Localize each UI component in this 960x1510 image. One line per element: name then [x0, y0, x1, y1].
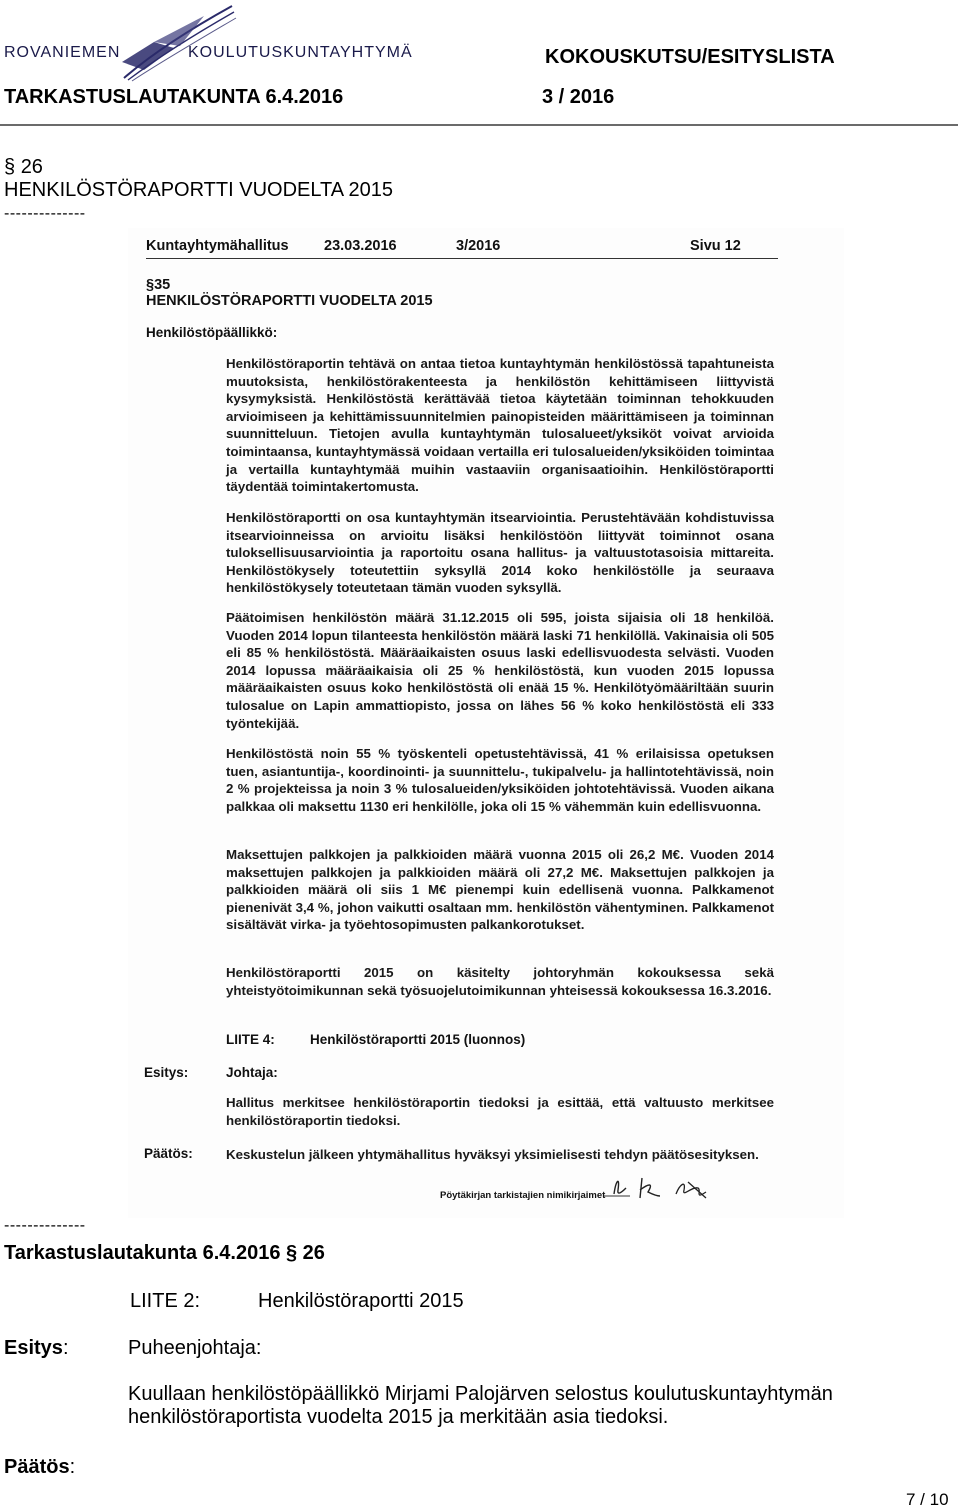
logo-text-right: KOULUTUSKUNTAYHTYMÄ [188, 44, 413, 61]
logo-swoosh-icon [4, 2, 424, 82]
board-reference: Tarkastuslautakunta 6.4.2016 § 26 [4, 1242, 325, 1264]
scan-paragraph: Henkilöstöraportti on osa kuntayhtymän itsearviointia. Perustehtävään kohdistuvissa itsearvioinneissa on arvioitu lisäksi henkilöstöön liittyvät toiminnot osana tuloksellisuusarviointia ja raportoitu osana hallitus- ja valtuustotasoisia mittareita. Henkilöstökysely toteutettiin syksyllä 2014 koko henkilöstölle ja seuraava henkilöstökysely toteutetaan tämän vuoden syksyllä. [226, 510, 774, 596]
scan-section-title: HENKILÖSTÖRAPORTTI VUODELTA 2015 [146, 293, 433, 309]
scan-presenter: Henkilöstöpäällikkö: [146, 325, 278, 340]
attachment-label: LIITE 2: [130, 1290, 201, 1312]
separator-bottom: -------------- [4, 1217, 86, 1234]
scan-header-rule [146, 258, 778, 259]
scan-page: Sivu 12 [690, 238, 741, 254]
scan-number: 3/2016 [456, 238, 501, 254]
decision-label: Päätös: [4, 1456, 76, 1478]
scanned-minutes-page [128, 228, 844, 1218]
scan-body-name: Kuntayhtymähallitus [146, 238, 289, 254]
scan-liite-text: Henkilöstöraportti 2015 (luonnos) [310, 1032, 526, 1047]
board-meeting-heading: TARKASTUSLAUTAKUNTA 6.4.2016 [4, 86, 344, 108]
document-type: KOKOUSKUTSU/ESITYSLISTA [545, 46, 835, 68]
scan-signature-label: Pöytäkirjan tarkistajien nimikirjaimet [440, 1190, 606, 1201]
scan-paragraph: Henkilöstöraportti 2015 on käsitelty johtoryhmän kokouksessa sekä yhteistyötoimikunnan sekä työsuojelutoimikunnan yhteisessä kokouksessa 16.3.2016. [226, 965, 774, 998]
page-number: 7 / 10 [906, 1490, 949, 1509]
signature-initials-icon [602, 1170, 722, 1210]
scan-paragraph: Henkilöstöraportin tehtävä on antaa tietoa kuntayhtymän henkilöstössä tapahtuneista muutoksista, henkilöstörakenteesta ja henkilöstön kehittämiseen liittyvistä kysymyksistä. Henkilöstöstä kerättävää tietoa käytetään toiminnan tehokkuuden arvioimiseen ja kehittämissuunnitelmien painopisteiden määrittämiseen ja toiminnan suunnitteluun. Tietojen avulla kuntayhtymän tulosalueet/yksiköt voivat arvioida toimintaansa, kuntayhtymässä voidaan vertailla eri tulosalueiden/yksiköiden toimintaa ja vertailla kuntayhtymää muihin vastaaviin organisaatioihin. Henkilöstöraportti täydentää toimintakertomusta. [226, 356, 774, 495]
scan-section-number: §35 [146, 277, 171, 293]
scan-date: 23.03.2016 [324, 238, 397, 254]
scan-paragraph: Maksettujen palkkojen ja palkkioiden määrä vuonna 2015 oli 26,2 M€. Vuoden 2014 maksettujen palkkojen ja palkkioiden määrä oli 27,2 M€. Maksettujen palkkojen ja palkkioiden määrä oli siis 1 M€ pienempi kuin edellisenä vuonna. Palkkamenot pienenivät 3,4 %, johon vaikutti osaltaan mm. henkilöstön vähentyminen. Palkkamenot sisältävät virka- ja työehtosopimusten palkankorotukset. [226, 847, 774, 933]
section-title: HENKILÖSTÖRAPORTTI VUODELTA 2015 [4, 179, 394, 201]
separator-top: -------------- [4, 205, 86, 222]
scan-paragraph: Henkilöstöstä noin 55 % työskenteli opetustehtävissä, 41 % erilaisissa opetuksen tuen, asiantuntija-, koordinointi- ja suunnittelu-, tukipalvelu- ja hallintotehtävissä, noin 2 % projekteissa ja noin 3 % tulosalueiden/yksiköiden johtotehtävissä. Vuoden aikana palkkaa oli maksettu 1130 eri henkilölle, joka oli 15 % vähemmän kuin edellisvuonna. [226, 746, 774, 814]
section-number: § 26 [4, 156, 43, 178]
logo-text-left: ROVANIEMEN [4, 44, 121, 61]
meeting-number: 3 / 2016 [542, 86, 615, 108]
scan-esitys-text: Hallitus merkitsee henkilöstöraportin tiedoksi ja esittää, että valtuusto merkitsee henkilöstöraportin tiedoksi. [226, 1095, 774, 1128]
scan-paragraph: Päätoimisen henkilöstön määrä 31.12.2015 oli 595, joista sijaisia oli 18 henkilöä. Vuoden 2014 lopun tilanteesta henkilöstön määrä laski 71 henkilöllä. Vakinaisia oli 505 eli 85 % henkilöstöstä. Määräaikaisten osuus laski edellisvuodesta selvästi. Vuoden 2014 lopussa määräaikaisia oli 25 % henkilöstöstä, kun vuoden 2015 lopussa määräaikaisten osuus koko henkilöstöstä oli enää 15 %. Henkilötyömääriltään suurin tulosalue on Lapin ammattiopisto, jossa on lähes 56 % koko henkilöstöstä eli 333 työntekijää. [226, 610, 774, 731]
scan-esitys-label: Esitys: [144, 1065, 189, 1080]
scan-paatos-label: Päätös: [144, 1146, 193, 1161]
header-rule [0, 124, 958, 126]
decision-text: Kuullaan henkilöstöpäällikkö Mirjami Palojärven selostus koulutuskuntayhtymän henkilöstöraportista vuodelta 2015 ja merkitään asia tiedoksi. [128, 1383, 833, 1428]
section-sign-icon: § [4, 156, 16, 178]
scan-esitys-presenter: Johtaja: [226, 1065, 278, 1080]
proposal-presenter: Puheenjohtaja: [128, 1337, 262, 1359]
proposal-label: Esitys: [4, 1337, 69, 1359]
scan-paatos-text: Keskustelun jälkeen yhtymähallitus hyväksyi yksimielisesti tehdyn päätösesityksen. [226, 1147, 759, 1162]
attachment-title: Henkilöstöraportti 2015 [258, 1290, 464, 1312]
scan-liite-label: LIITE 4: [226, 1032, 275, 1047]
